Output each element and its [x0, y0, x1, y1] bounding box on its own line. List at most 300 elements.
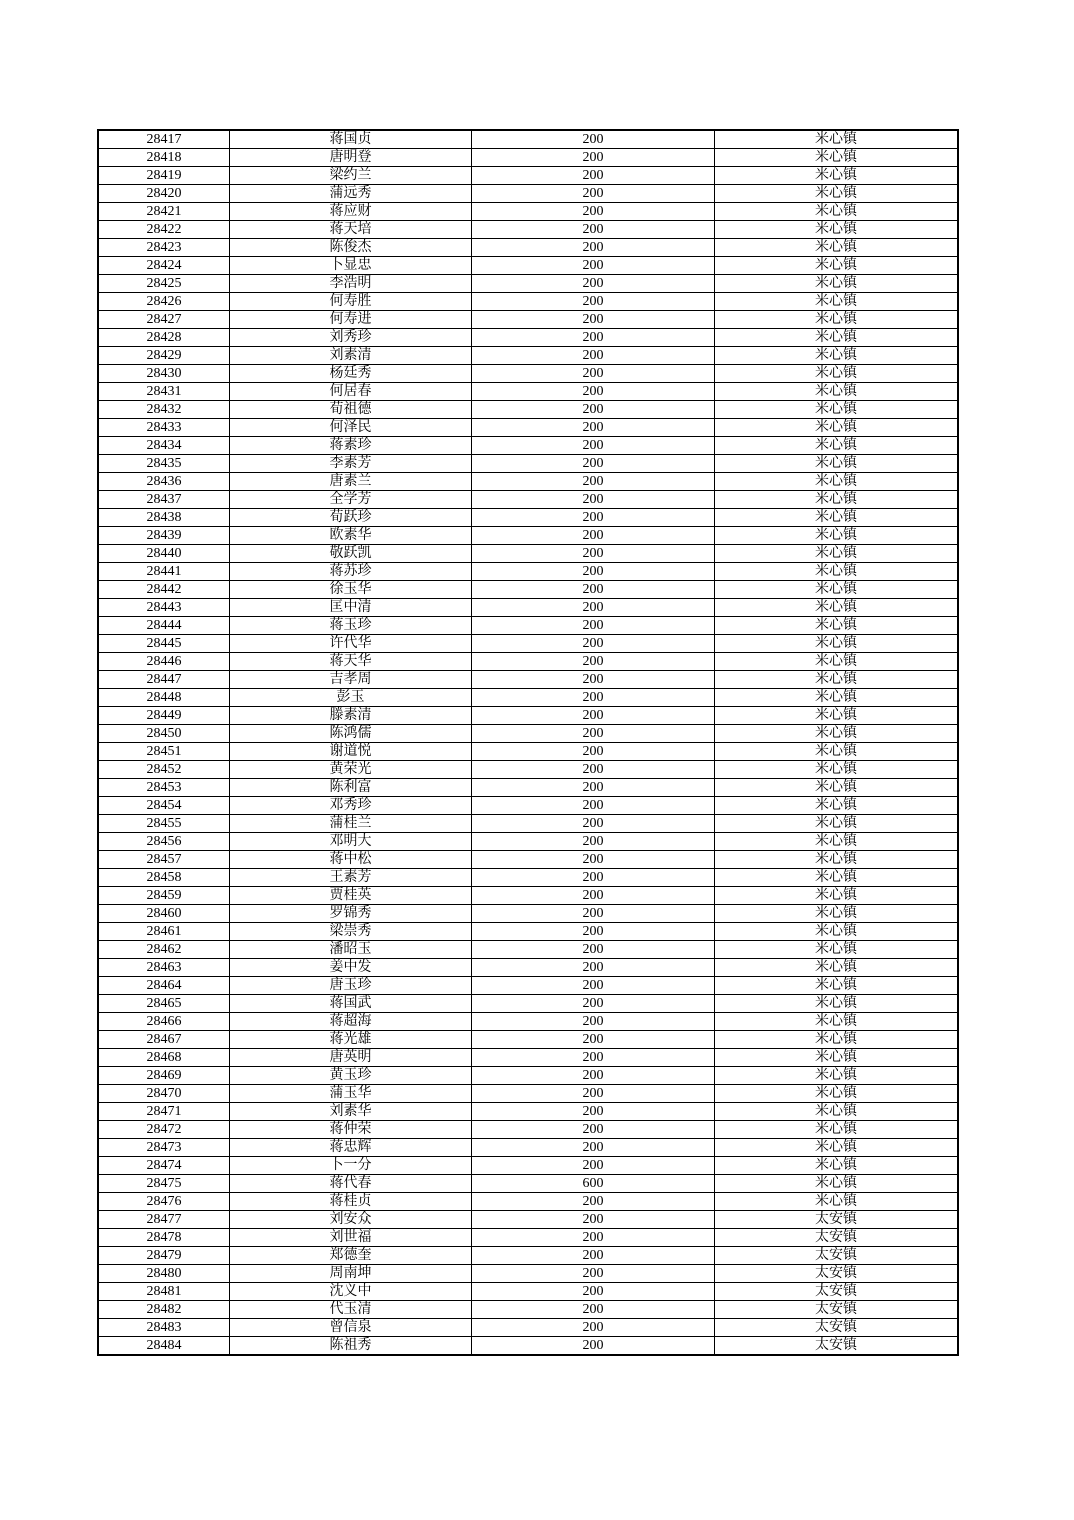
id-cell: 28457: [98, 851, 230, 869]
table-row: [98, 689, 958, 707]
town-cell: 米心镇: [715, 1121, 959, 1139]
amount-cell: 200: [472, 1085, 715, 1103]
table-row: [98, 761, 958, 779]
name-cell: 曾信泉: [230, 1319, 472, 1337]
amount-cell: 200: [472, 671, 715, 689]
name-cell: 黄荣光: [230, 761, 472, 779]
id-cell: 28468: [98, 1049, 230, 1067]
amount-cell: 200: [472, 887, 715, 905]
town-cell: 米心镇: [715, 203, 959, 221]
town-cell: 米心镇: [715, 599, 959, 617]
id-cell: 28459: [98, 887, 230, 905]
name-cell: 邓秀珍: [230, 797, 472, 815]
table-row: [98, 707, 958, 725]
table-row: [98, 365, 958, 383]
town-cell: 米心镇: [715, 563, 959, 581]
id-cell: 28466: [98, 1013, 230, 1031]
amount-cell: 200: [472, 130, 715, 149]
amount-cell: 200: [472, 149, 715, 167]
town-cell: 米心镇: [715, 635, 959, 653]
table-row: [98, 671, 958, 689]
id-cell: 28463: [98, 959, 230, 977]
name-cell: 梁崇秀: [230, 923, 472, 941]
town-cell: 米心镇: [715, 851, 959, 869]
table-row: [98, 923, 958, 941]
town-cell: 太安镇: [715, 1301, 959, 1319]
id-cell: 28442: [98, 581, 230, 599]
id-cell: 28437: [98, 491, 230, 509]
town-cell: 米心镇: [715, 743, 959, 761]
id-cell: 28471: [98, 1103, 230, 1121]
name-cell: 杨廷秀: [230, 365, 472, 383]
town-cell: 米心镇: [715, 1157, 959, 1175]
town-cell: 米心镇: [715, 923, 959, 941]
id-cell: 28448: [98, 689, 230, 707]
table-row: [98, 851, 958, 869]
id-cell: 28470: [98, 1085, 230, 1103]
table-row: [98, 797, 958, 815]
id-cell: 28456: [98, 833, 230, 851]
id-cell: 28472: [98, 1121, 230, 1139]
table-row: [98, 437, 958, 455]
id-cell: 28432: [98, 401, 230, 419]
id-cell: 28452: [98, 761, 230, 779]
id-cell: 28462: [98, 941, 230, 959]
id-cell: 28435: [98, 455, 230, 473]
town-cell: 米心镇: [715, 671, 959, 689]
table-row: [98, 401, 958, 419]
id-cell: 28481: [98, 1283, 230, 1301]
name-cell: 李浩明: [230, 275, 472, 293]
town-cell: 米心镇: [715, 1139, 959, 1157]
table-row: [98, 275, 958, 293]
id-cell: 28429: [98, 347, 230, 365]
id-cell: 28425: [98, 275, 230, 293]
town-cell: 米心镇: [715, 221, 959, 239]
town-cell: 米心镇: [715, 491, 959, 509]
id-cell: 28451: [98, 743, 230, 761]
amount-cell: 600: [472, 1175, 715, 1193]
amount-cell: 200: [472, 365, 715, 383]
name-cell: 蒋光雄: [230, 1031, 472, 1049]
amount-cell: 200: [472, 869, 715, 887]
amount-cell: 200: [472, 1283, 715, 1301]
name-cell: 谢道悦: [230, 743, 472, 761]
table-row: [98, 473, 958, 491]
id-cell: 28440: [98, 545, 230, 563]
id-cell: 28428: [98, 329, 230, 347]
amount-cell: 200: [472, 437, 715, 455]
town-cell: 米心镇: [715, 689, 959, 707]
id-cell: 28469: [98, 1067, 230, 1085]
name-cell: 周南坤: [230, 1265, 472, 1283]
table-row: [98, 491, 958, 509]
id-cell: 28418: [98, 149, 230, 167]
town-cell: 米心镇: [715, 401, 959, 419]
name-cell: 刘世福: [230, 1229, 472, 1247]
table-row: [98, 1193, 958, 1211]
name-cell: 蒋中松: [230, 851, 472, 869]
id-cell: 28433: [98, 419, 230, 437]
id-cell: 28483: [98, 1319, 230, 1337]
amount-cell: 200: [472, 1265, 715, 1283]
id-cell: 28475: [98, 1175, 230, 1193]
amount-cell: 200: [472, 1301, 715, 1319]
id-cell: 28450: [98, 725, 230, 743]
name-cell: 沈义中: [230, 1283, 472, 1301]
amount-cell: 200: [472, 581, 715, 599]
table-row: [98, 725, 958, 743]
name-cell: 蒋苏珍: [230, 563, 472, 581]
name-cell: 陈俊杰: [230, 239, 472, 257]
id-cell: 28439: [98, 527, 230, 545]
town-cell: 太安镇: [715, 1319, 959, 1337]
amount-cell: 200: [472, 401, 715, 419]
table-row: [98, 959, 958, 977]
town-cell: 米心镇: [715, 185, 959, 203]
amount-cell: 200: [472, 491, 715, 509]
id-cell: 28474: [98, 1157, 230, 1175]
amount-cell: 200: [472, 1103, 715, 1121]
amount-cell: 200: [472, 1049, 715, 1067]
amount-cell: 200: [472, 221, 715, 239]
town-cell: 米心镇: [715, 869, 959, 887]
name-cell: 荀祖德: [230, 401, 472, 419]
amount-cell: 200: [472, 1013, 715, 1031]
name-cell: 蒋仲荣: [230, 1121, 472, 1139]
town-cell: 米心镇: [715, 527, 959, 545]
amount-cell: 200: [472, 329, 715, 347]
table-row: [98, 545, 958, 563]
table-row: [98, 779, 958, 797]
town-cell: 太安镇: [715, 1229, 959, 1247]
table-row: [98, 743, 958, 761]
name-cell: 卜一分: [230, 1157, 472, 1175]
town-cell: 米心镇: [715, 1175, 959, 1193]
amount-cell: 200: [472, 707, 715, 725]
id-cell: 28427: [98, 311, 230, 329]
town-cell: 米心镇: [715, 455, 959, 473]
table-row: [98, 1319, 958, 1337]
amount-cell: 200: [472, 923, 715, 941]
name-cell: 唐明登: [230, 149, 472, 167]
town-cell: 米心镇: [715, 581, 959, 599]
id-cell: 28430: [98, 365, 230, 383]
name-cell: 蒋天培: [230, 221, 472, 239]
amount-cell: 200: [472, 797, 715, 815]
table-row: [98, 995, 958, 1013]
table-row: [98, 815, 958, 833]
table-row: [98, 455, 958, 473]
town-cell: 米心镇: [715, 437, 959, 455]
id-cell: 28477: [98, 1211, 230, 1229]
name-cell: 彭玉: [230, 689, 472, 707]
town-cell: 米心镇: [715, 130, 959, 149]
id-cell: 28422: [98, 221, 230, 239]
amount-cell: 200: [472, 1247, 715, 1265]
town-cell: 米心镇: [715, 419, 959, 437]
town-cell: 米心镇: [715, 797, 959, 815]
town-cell: 米心镇: [715, 977, 959, 995]
amount-cell: 200: [472, 167, 715, 185]
name-cell: 卜显忠: [230, 257, 472, 275]
table-row: [98, 185, 958, 203]
name-cell: 滕素清: [230, 707, 472, 725]
id-cell: 28478: [98, 1229, 230, 1247]
name-cell: 何泽民: [230, 419, 472, 437]
id-cell: 28449: [98, 707, 230, 725]
town-cell: 米心镇: [715, 257, 959, 275]
name-cell: 王素芳: [230, 869, 472, 887]
amount-cell: 200: [472, 905, 715, 923]
amount-cell: 200: [472, 1319, 715, 1337]
amount-cell: 200: [472, 725, 715, 743]
amount-cell: 200: [472, 239, 715, 257]
table-row: [98, 617, 958, 635]
id-cell: 28467: [98, 1031, 230, 1049]
table-row: [98, 419, 958, 437]
table-row: [98, 149, 958, 167]
town-cell: 米心镇: [715, 1193, 959, 1211]
table-row: [98, 1175, 958, 1193]
town-cell: 米心镇: [715, 1067, 959, 1085]
name-cell: 蒋超海: [230, 1013, 472, 1031]
table-row: [98, 527, 958, 545]
town-cell: 米心镇: [715, 1085, 959, 1103]
table-row: [98, 653, 958, 671]
table-row: [98, 1301, 958, 1319]
town-cell: 米心镇: [715, 293, 959, 311]
amount-cell: 200: [472, 851, 715, 869]
name-cell: 匡中清: [230, 599, 472, 617]
name-cell: 蒋素珍: [230, 437, 472, 455]
amount-cell: 200: [472, 311, 715, 329]
amount-cell: 200: [472, 203, 715, 221]
amount-cell: 200: [472, 635, 715, 653]
table-row: [98, 203, 958, 221]
amount-cell: 200: [472, 653, 715, 671]
amount-cell: 200: [472, 1337, 715, 1356]
town-cell: 米心镇: [715, 617, 959, 635]
town-cell: 米心镇: [715, 509, 959, 527]
table-row: [98, 167, 958, 185]
amount-cell: 200: [472, 941, 715, 959]
town-cell: 米心镇: [715, 347, 959, 365]
town-cell: 米心镇: [715, 761, 959, 779]
id-cell: 28420: [98, 185, 230, 203]
town-cell: 米心镇: [715, 167, 959, 185]
name-cell: 何居春: [230, 383, 472, 401]
name-cell: 刘秀珍: [230, 329, 472, 347]
town-cell: 米心镇: [715, 833, 959, 851]
id-cell: 28482: [98, 1301, 230, 1319]
town-cell: 太安镇: [715, 1265, 959, 1283]
data-table: [97, 129, 959, 1356]
amount-cell: 200: [472, 743, 715, 761]
name-cell: 罗锦秀: [230, 905, 472, 923]
town-cell: 米心镇: [715, 725, 959, 743]
town-cell: 米心镇: [715, 149, 959, 167]
amount-cell: 200: [472, 833, 715, 851]
name-cell: 欧素华: [230, 527, 472, 545]
id-cell: 28479: [98, 1247, 230, 1265]
table-row: [98, 1049, 958, 1067]
name-cell: 刘安众: [230, 1211, 472, 1229]
amount-cell: 200: [472, 1067, 715, 1085]
name-cell: 何寿胜: [230, 293, 472, 311]
table-row: [98, 563, 958, 581]
table-row: [98, 221, 958, 239]
amount-cell: 200: [472, 689, 715, 707]
amount-cell: 200: [472, 599, 715, 617]
name-cell: 蒲玉华: [230, 1085, 472, 1103]
id-cell: 28476: [98, 1193, 230, 1211]
table-row: [98, 833, 958, 851]
town-cell: 米心镇: [715, 653, 959, 671]
town-cell: 米心镇: [715, 1013, 959, 1031]
town-cell: 太安镇: [715, 1211, 959, 1229]
amount-cell: 200: [472, 455, 715, 473]
table-row: [98, 257, 958, 275]
id-cell: 28426: [98, 293, 230, 311]
id-cell: 28431: [98, 383, 230, 401]
amount-cell: 200: [472, 527, 715, 545]
amount-cell: 200: [472, 1193, 715, 1211]
name-cell: 蒲桂兰: [230, 815, 472, 833]
amount-cell: 200: [472, 815, 715, 833]
table-row: [98, 1013, 958, 1031]
table-row: [98, 311, 958, 329]
name-cell: 李素芳: [230, 455, 472, 473]
name-cell: 贾桂英: [230, 887, 472, 905]
table-row: [98, 905, 958, 923]
table-row: [98, 887, 958, 905]
table-row: [98, 329, 958, 347]
id-cell: 28441: [98, 563, 230, 581]
amount-cell: 200: [472, 545, 715, 563]
id-cell: 28460: [98, 905, 230, 923]
town-cell: 米心镇: [715, 1103, 959, 1121]
name-cell: 陈鸿儒: [230, 725, 472, 743]
id-cell: 28465: [98, 995, 230, 1013]
amount-cell: 200: [472, 1157, 715, 1175]
id-cell: 28423: [98, 239, 230, 257]
town-cell: 米心镇: [715, 311, 959, 329]
table-row: [98, 581, 958, 599]
name-cell: 代玉清: [230, 1301, 472, 1319]
amount-cell: 200: [472, 617, 715, 635]
amount-cell: 200: [472, 977, 715, 995]
amount-cell: 200: [472, 1121, 715, 1139]
name-cell: 梁约兰: [230, 167, 472, 185]
name-cell: 徐玉华: [230, 581, 472, 599]
amount-cell: 200: [472, 563, 715, 581]
table-row: [98, 1229, 958, 1247]
town-cell: 米心镇: [715, 941, 959, 959]
town-cell: 米心镇: [715, 887, 959, 905]
amount-cell: 200: [472, 419, 715, 437]
name-cell: 蒋国贞: [230, 130, 472, 149]
id-cell: 28455: [98, 815, 230, 833]
id-cell: 28445: [98, 635, 230, 653]
name-cell: 吉孝周: [230, 671, 472, 689]
id-cell: 28443: [98, 599, 230, 617]
id-cell: 28436: [98, 473, 230, 491]
amount-cell: 200: [472, 347, 715, 365]
town-cell: 米心镇: [715, 779, 959, 797]
amount-cell: 200: [472, 995, 715, 1013]
table-body: [98, 130, 958, 1355]
amount-cell: 200: [472, 1139, 715, 1157]
id-cell: 28424: [98, 257, 230, 275]
table-row: [98, 1283, 958, 1301]
amount-cell: 200: [472, 473, 715, 491]
table-row: [98, 1211, 958, 1229]
id-cell: 28417: [98, 130, 230, 149]
name-cell: 敬跃凯: [230, 545, 472, 563]
name-cell: 蒋桂贞: [230, 1193, 472, 1211]
name-cell: 刘素华: [230, 1103, 472, 1121]
table-row: [98, 293, 958, 311]
id-cell: 28464: [98, 977, 230, 995]
town-cell: 米心镇: [715, 239, 959, 257]
amount-cell: 200: [472, 275, 715, 293]
amount-cell: 200: [472, 761, 715, 779]
table-row: [98, 1121, 958, 1139]
table-row: [98, 1031, 958, 1049]
name-cell: 蒋应财: [230, 203, 472, 221]
town-cell: 米心镇: [715, 959, 959, 977]
name-cell: 蒋代春: [230, 1175, 472, 1193]
amount-cell: 200: [472, 1031, 715, 1049]
name-cell: 蒋国武: [230, 995, 472, 1013]
amount-cell: 200: [472, 185, 715, 203]
id-cell: 28421: [98, 203, 230, 221]
id-cell: 28480: [98, 1265, 230, 1283]
id-cell: 28419: [98, 167, 230, 185]
id-cell: 28461: [98, 923, 230, 941]
town-cell: 太安镇: [715, 1283, 959, 1301]
name-cell: 蒋天华: [230, 653, 472, 671]
name-cell: 荀跃珍: [230, 509, 472, 527]
town-cell: 米心镇: [715, 995, 959, 1013]
id-cell: 28447: [98, 671, 230, 689]
town-cell: 米心镇: [715, 905, 959, 923]
name-cell: 唐玉珍: [230, 977, 472, 995]
name-cell: 陈利富: [230, 779, 472, 797]
name-cell: 潘昭玉: [230, 941, 472, 959]
name-cell: 许代华: [230, 635, 472, 653]
name-cell: 唐英明: [230, 1049, 472, 1067]
id-cell: 28446: [98, 653, 230, 671]
table-row: [98, 383, 958, 401]
table-row: [98, 509, 958, 527]
table-row: [98, 347, 958, 365]
name-cell: 蒋玉珍: [230, 617, 472, 635]
table-row: [98, 1337, 958, 1356]
table-row: [98, 1103, 958, 1121]
id-cell: 28453: [98, 779, 230, 797]
name-cell: 何寿进: [230, 311, 472, 329]
table-row: [98, 1085, 958, 1103]
amount-cell: 200: [472, 257, 715, 275]
town-cell: 米心镇: [715, 383, 959, 401]
table-row: [98, 1265, 958, 1283]
name-cell: 姜中发: [230, 959, 472, 977]
id-cell: 28438: [98, 509, 230, 527]
town-cell: 米心镇: [715, 1049, 959, 1067]
amount-cell: 200: [472, 959, 715, 977]
